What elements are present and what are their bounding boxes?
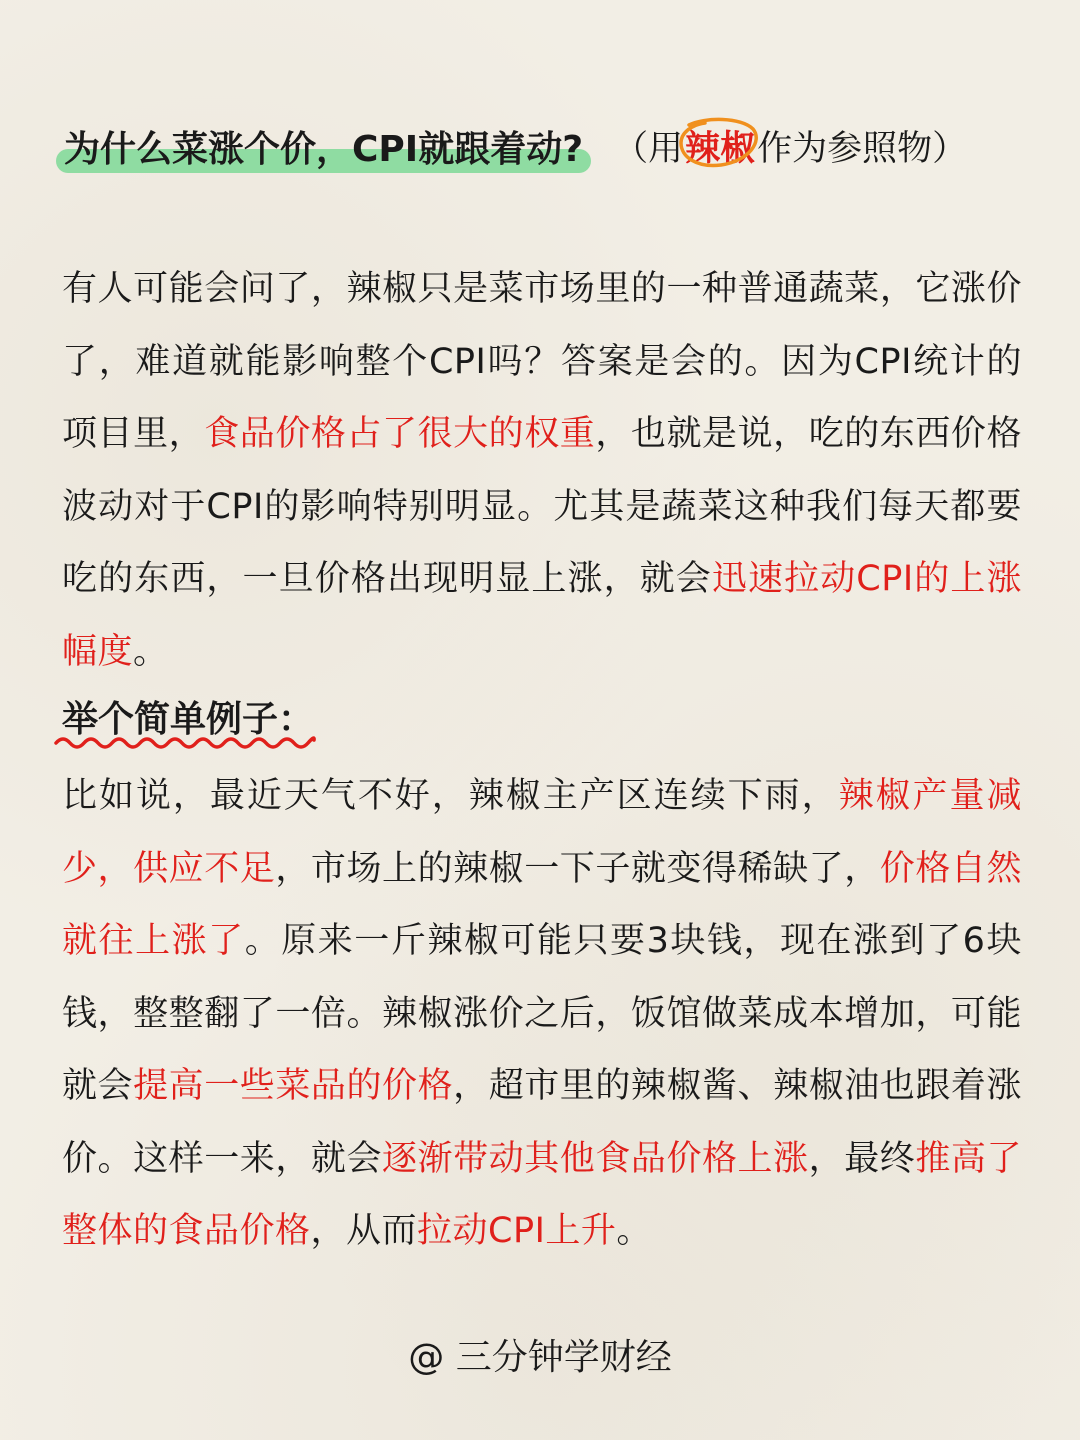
highlight-text: 逐渐带动其他食品价格上涨 [382, 1138, 809, 1179]
paragraph-text: ，从而 [310, 1211, 418, 1251]
paragraph-text: 。 [616, 1211, 652, 1251]
highlight-text: 推高了整体的食品价格 [62, 1138, 1022, 1251]
highlight-text: 食品价格占了很大的权重 [204, 414, 596, 454]
highlight-text: 拉动CPI上升 [417, 1211, 617, 1251]
paragraph-example [62, 760, 1022, 1268]
section-heading-text: 举个简单例子： [62, 699, 315, 740]
paragraph-text: ，超市里的辣椒酱、辣椒油也跟着涨价。这样一来，就会 [62, 1066, 1022, 1179]
subtitle-emphasis [683, 121, 757, 171]
page-title: 为什么菜涨个价，CPI就跟着动? [62, 121, 591, 172]
paragraph-text: ，市场上的辣椒一下子就变得稀缺了， [275, 848, 880, 889]
title-subtitle [613, 121, 967, 171]
paragraph-text: ，也就是说，吃的东西价格波动对于CPI的影响特别明显。尤其是蔬菜这种我们每天都要吃的东西，一旦价格出现明显上涨，就会 [62, 414, 1022, 599]
paragraph-text: 。 [133, 631, 169, 672]
highlight-text: 迅速拉动CPI的上涨幅度 [62, 559, 1022, 672]
paragraph-text: 比如说，最近天气不好，辣椒主产区连续下雨， [62, 776, 839, 816]
highlight-text: 价格自然就往上涨了 [62, 848, 1022, 961]
subtitle-emphasis-text: 辣椒 [685, 129, 756, 169]
paragraph-text: ，最终 [808, 1138, 916, 1179]
author-credit: @ 三分钟学财经 [408, 1337, 672, 1378]
subtitle-suffix: 作为参照物） [757, 129, 968, 169]
paragraph-intro [62, 253, 1022, 688]
wavy-underline-icon [54, 734, 316, 752]
title-line [62, 116, 967, 176]
section-heading [62, 690, 314, 750]
paragraph-text: 。原来一斤辣椒可能只要3块钱，现在涨到了6块钱，整整翻了一倍。辣椒涨价之后，饭馆做菜成本增加，可能就会 [62, 921, 1022, 1106]
highlight-text: 提高一些菜品的价格 [133, 1066, 454, 1106]
highlight-text: 辣椒产量减少，供应不足 [62, 776, 1022, 889]
subtitle-prefix: （用 [613, 129, 684, 169]
paragraph-text: 有人可能会问了，辣椒只是菜市场里的一种普通蔬菜，它涨价了，难道就能影响整个CPI吗？答案是会的。因为CPI统计的项目里， [62, 269, 1022, 454]
